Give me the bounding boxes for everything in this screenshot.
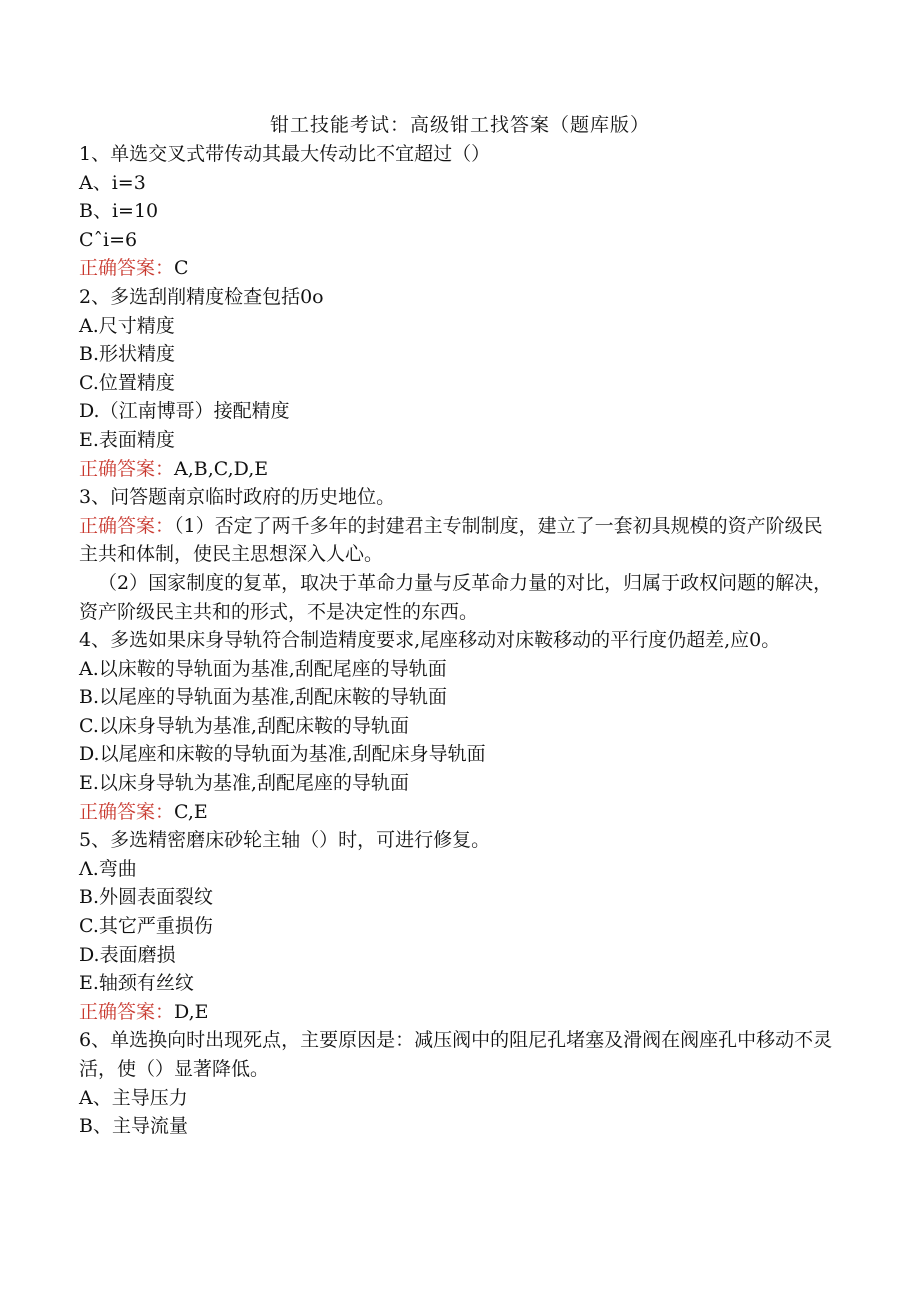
- answer-value: C,E: [174, 800, 208, 823]
- answer-label: 正确答案：: [79, 514, 175, 537]
- question-stem: 4、多选如果床身导轨符合制造精度要求,尾座移动对床鞍移动的平行度仍超差,应0。: [79, 629, 781, 652]
- answer-paragraph-1: [79, 512, 839, 569]
- document-body: [79, 140, 839, 1141]
- option-d: D.以尾座和床鞍的导轨面为基准,刮配床身导轨面: [79, 743, 486, 766]
- answer-value: A,B,C,D,E: [174, 457, 269, 480]
- option-b: B.外圆表面裂纹: [79, 886, 214, 909]
- answer-label: 正确答案：: [79, 257, 175, 280]
- question-stem: 2、多选刮削精度检查包括0o: [79, 285, 324, 308]
- option-a: Λ.弯曲: [79, 857, 137, 880]
- answer-label: 正确答案：: [79, 457, 175, 480]
- option-c: C.以床身导轨为基准,刮配床鞍的导轨面: [79, 714, 409, 737]
- answer-value: D,E: [174, 1000, 209, 1023]
- question-5: [79, 826, 839, 1026]
- question-stem: 6、单选换向时出现死点，主要原因是：减压阀中的阻尼孔堵塞及滑阀在阀座孔中移动不灵活，使（）显著降低。: [79, 1029, 833, 1080]
- option-a: A.尺寸精度: [79, 314, 175, 337]
- document-title: 钳工技能考试：高级钳工找答案（题库版）: [269, 114, 650, 136]
- question-2: [79, 283, 839, 483]
- option-c: Cˆi=6: [79, 228, 138, 251]
- answer-line: [79, 254, 839, 283]
- question-6: [79, 1026, 839, 1140]
- option-d: D.表面磨损: [79, 943, 176, 966]
- answer-value: C: [174, 257, 189, 280]
- answer-paragraph-2: （2）国家制度的复革，取决于革命力量与反革命力量的对比，归属于政权问题的解决，资产阶级民主共和的形式，不是决定性的东西。: [79, 571, 833, 623]
- answer-line: [79, 798, 839, 827]
- question-stem: 5、多选精密磨床砂轮主轴（）时，可进行修复。: [79, 829, 491, 852]
- question-stem: 3、问答题南京临时政府的历史地位。: [79, 486, 396, 509]
- option-a: A、主导压力: [79, 1086, 188, 1109]
- option-c: C.其它严重损伤: [79, 915, 213, 938]
- option-b: B.以尾座的导轨面为基准,刮配床鞍的导轨面: [79, 686, 448, 709]
- answer-label: 正确答案：: [79, 800, 175, 823]
- answer-line: [79, 455, 839, 484]
- option-e: E.轴颈有丝纹: [79, 972, 194, 995]
- option-e: E.表面精度: [79, 428, 175, 451]
- question-4: [79, 626, 839, 826]
- answer-text: （1）否定了两千多年的封建君主专制制度，建立了一套初具规模的资产阶级民主共和体制，使民主思想深入人心。: [79, 514, 823, 566]
- question-stem: 1、单选交叉式带传动其最大传动比不宜超过（）: [79, 143, 491, 165]
- option-b: B.形状精度: [79, 343, 176, 366]
- option-e: E.以床身导轨为基准,刮配尾座的导轨面: [79, 772, 409, 795]
- question-3: [79, 483, 839, 626]
- question-1: [79, 140, 839, 283]
- option-b: B、i=10: [79, 200, 159, 223]
- option-d: D.（江南博哥）接配精度: [79, 400, 290, 423]
- option-a: A、i=3: [79, 171, 146, 194]
- option-a: A.以床鞍的导轨面为基准,刮配尾座的导轨面: [79, 657, 447, 680]
- option-c: C.位置精度: [79, 371, 175, 394]
- option-b: B、主导流量: [79, 1115, 188, 1138]
- answer-label: 正确答案：: [79, 1000, 175, 1023]
- answer-line: [79, 998, 839, 1027]
